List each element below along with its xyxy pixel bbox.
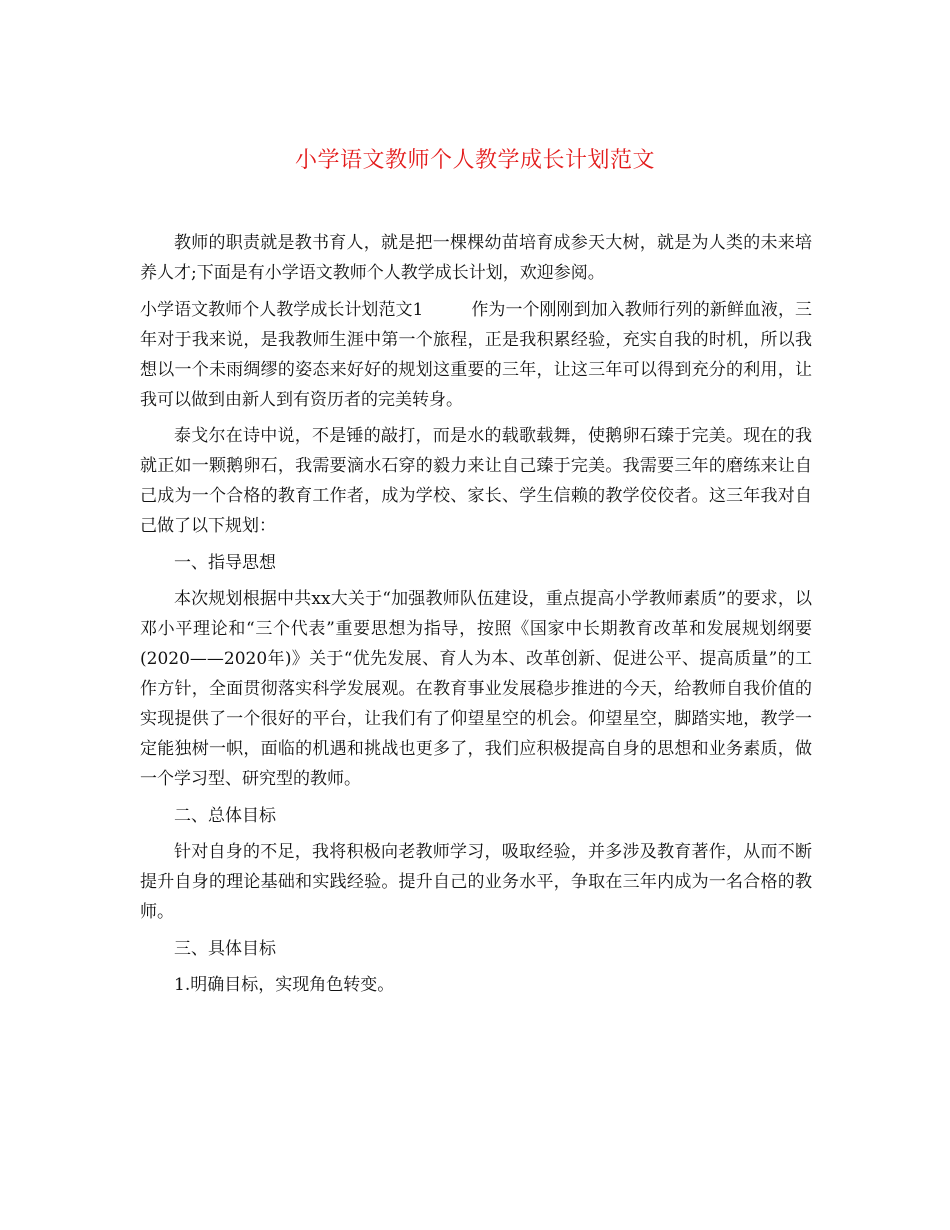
guiding-thought-paragraph: 本次规划根据中共xx大关于“加强教师队伍建设，重点提高小学教师素质”的要求，以邓小平理论和“三个代表”重要思想为指导，按照《国家中长期教育改革和发展规划纲要(2020——2020年)》关于“优先发展、育人为本、改革创新、促进公平、提高质量”的工作方针，全面贯彻落实科学发展观。在教育事业发展稳步推进的今天，给教师自我价值的实现提供了一个很好的平台，让我们有了仰望星空的机会。仰望星空，脚踏实地，教学一定能独树一帜，面临的机遇和挑战也更多了，我们应积极提高自身的思想和业务素质，做一个学习型、研究型的教师。 <box>140 589 812 789</box>
heading-overall-goal: 二、总体目标 <box>174 805 276 826</box>
heading-guiding-thought: 一、指导思想 <box>174 552 276 573</box>
overall-goal-paragraph: 针对自身的不足，我将积极向老教师学习，吸取经验，并多涉及教育著作，从而不断提升自身的理论基础和实践经验。提升自己的业务水平，争取在三年内成为一名合格的教师。 <box>140 842 812 922</box>
section-paragraph <box>140 295 812 415</box>
document-body <box>140 228 812 1007</box>
document-title: 小学语文教师个人教学成长计划范文 <box>294 148 655 173</box>
heading-specific-goals: 三、具体目标 <box>174 938 276 959</box>
section-heading: 小学语文教师个人教学成长计划范文1 <box>140 299 424 320</box>
section-intro-text: 作为一个刚刚到加入教师行列的新鲜血液，三年对于我来说，是我教师生涯中第一个旅程，正是我积累经验，充实自我的时机，所以我想以一个未雨绸缪的姿态来好好的规划这重要的三年，让这三年可以得到充分的利用，让我可以做到由新人到有资历者的完美转身。 <box>140 299 812 410</box>
intro-paragraph: 教师的职责就是教书育人，就是把一棵棵幼苗培育成参天大树，就是为人类的未来培养人才;下面是有小学语文教师个人教学成长计划，欢迎参阅。 <box>140 233 812 283</box>
specific-goal-item-1: 1.明确目标，实现角色转变。 <box>174 975 395 995</box>
tagore-paragraph: 泰戈尔在诗中说，不是锤的敲打，而是水的载歌载舞，使鹅卵石臻于完美。现在的我就正如一颗鹅卵石，我需要滴水石穿的毅力来让自己臻于完美。我需要三年的磨练来让自己成为一个合格的教育工作者，成为学校、家长、学生信赖的教学佼佼者。这三年我对自己做了以下规划： <box>140 426 812 536</box>
